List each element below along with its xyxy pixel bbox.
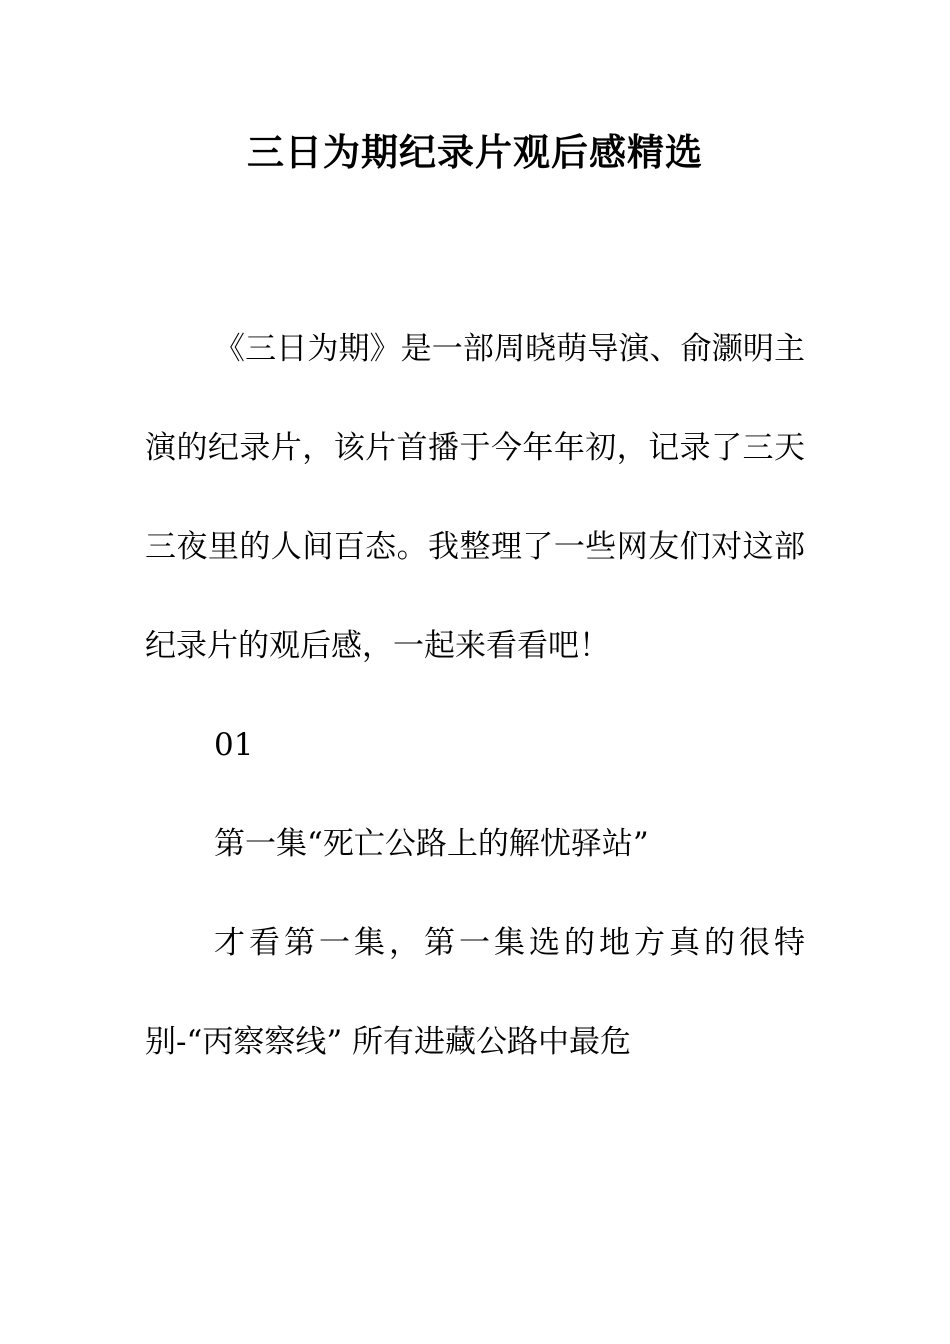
section-number: 01	[214, 727, 254, 763]
intro-paragraph: 《三日为期》是一部周晓萌导演、俞灏明主演的纪录片，该片首播于今年年初，记录了三天三夜里的人间百态。我整理了一些网友们对这部纪录片的观后感，一起来看看吧！	[145, 331, 805, 664]
document-title: 三日为期纪录片观后感精选	[247, 130, 703, 174]
review-paragraph: 才看第一集，第一集选的地方真的很特别-“丙察察线” 所有进藏公路中最危	[145, 925, 805, 1060]
episode-heading: 第一集“死亡公路上的解忧驿站”	[214, 826, 649, 862]
document-body	[145, 300, 805, 1092]
